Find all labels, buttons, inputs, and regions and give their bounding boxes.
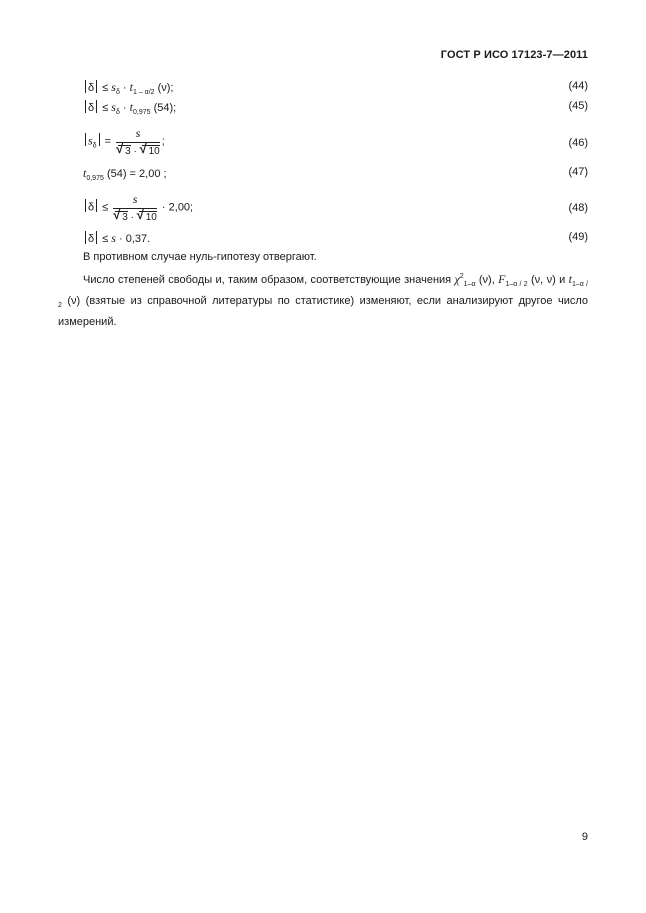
equation-44-number: (44) (568, 80, 588, 92)
equation-48-factor: · 2,00; (161, 201, 194, 214)
equation-45: $\delta \le s_\delta \cdot t_{0,975}$ (54); (83, 100, 176, 116)
equation-49-rhs: · 0,37. (119, 233, 151, 245)
equation-49-number: (49) (568, 231, 588, 243)
equation-49: δ ≤ s · 0,37. (83, 231, 150, 246)
equation-45-rhs: (54); (153, 102, 177, 114)
equation-48-number: (48) (568, 202, 588, 214)
equation-47-number: (47) (568, 166, 588, 178)
equation-44: $\delta \le s_\delta \cdot t_{1 - \alpha/2}$ (ν); (83, 80, 174, 96)
equation-44-rhs: (ν); (157, 82, 174, 94)
equation-48: δ ≤ s √ 3 · √ 10 · 2,00; (83, 192, 193, 223)
equation-47-lhs: (54) = 2,00 ; (106, 168, 167, 180)
equation-46: $s_\delta$ = s √ 3 · √ 10 ; (83, 126, 165, 157)
page-number: 9 (581, 831, 588, 843)
equation-46-fraction: s √ 3 · √ 10 (116, 126, 160, 157)
equation-48-fraction: s √ 3 · √ 10 (113, 192, 157, 223)
equation-47: $t_{0,975}$ (54) = 2,00 ; (83, 166, 167, 182)
document-header: ГОСТ Р ИСО 17123-7—2011 (440, 49, 588, 61)
equation-46-number: (46) (568, 137, 588, 149)
degrees-of-freedom-paragraph: Число степеней свободы и, таким образом, соответствующие значения $\chi^2_{1-\alpha}$ (ν), $F_{1-\alpha / 2}$ (ν, ν) и $t_{1-\alpha / 2}$ (ν) (взятые из справочной литературы по статистике) изменяют, если анализируют другое число измерений. (58, 272, 588, 328)
equation-45-number: (45) (568, 100, 588, 112)
rejection-text: В противном случае нуль-гипотезу отвергают. (83, 251, 317, 263)
